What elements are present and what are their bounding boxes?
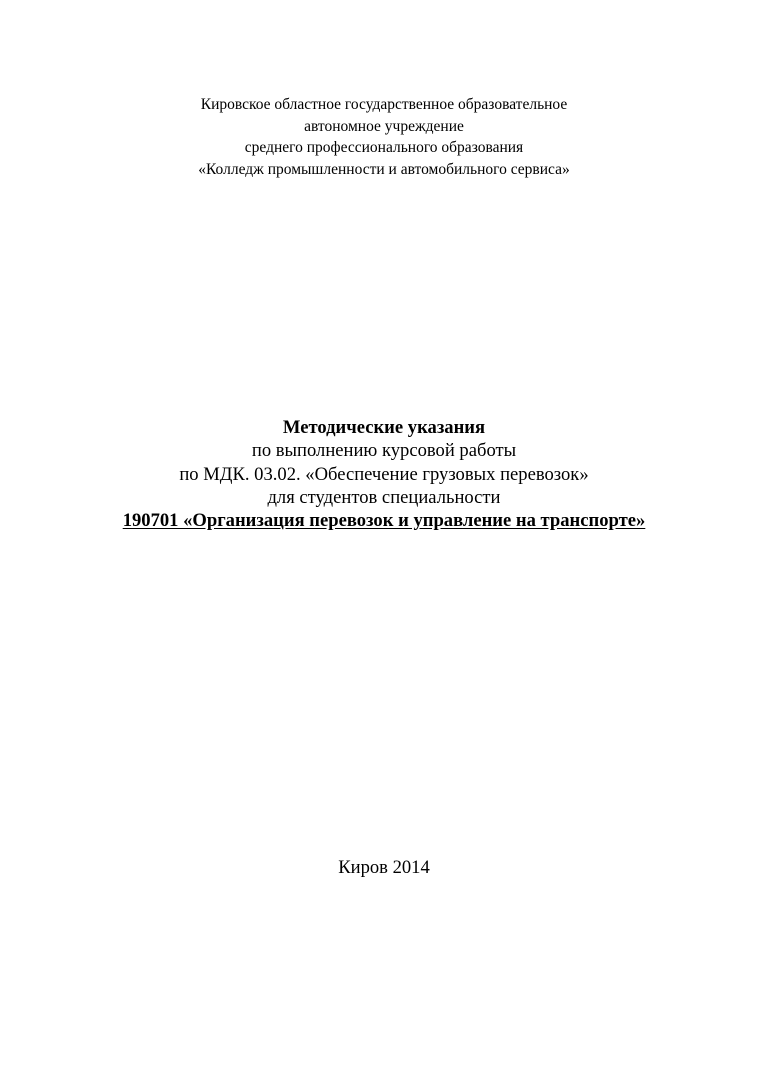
institution-line-4: «Колледж промышленности и автомобильного сервиса» — [198, 160, 570, 178]
document-heading: Методические указания — [282, 417, 486, 438]
specialty-line: 190701 «Организация перевозок и управление на транспорте» — [122, 510, 646, 532]
institution-header — [0, 94, 768, 180]
institution-line-1: Кировское областное государственное образовательное — [200, 96, 568, 113]
place-year-footer — [0, 856, 768, 880]
place-year: Киров 2014 — [338, 857, 430, 878]
document-title-block — [0, 416, 768, 532]
title-line-1: по выполнению курсовой работы — [251, 440, 517, 462]
title-line-3: для студентов специальности — [267, 486, 501, 508]
institution-line-3: среднего профессионального образования — [244, 139, 524, 156]
title-line-2: по МДК. 03.02. «Обеспечение грузовых перевозок» — [179, 463, 589, 485]
institution-line-2: автономное учреждение — [304, 117, 464, 135]
